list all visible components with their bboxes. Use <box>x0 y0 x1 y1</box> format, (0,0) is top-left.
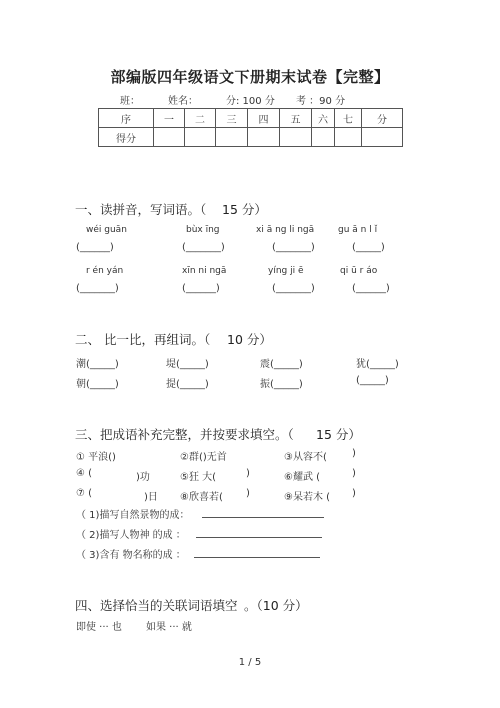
section3-points: 15 分） <box>316 427 361 442</box>
score-header-cell: 六 <box>312 109 335 128</box>
compare-item[interactable]: 朝(_____) <box>76 379 119 390</box>
score-table-row <box>99 128 403 147</box>
answer-blank[interactable]: (_______) <box>76 283 119 294</box>
compare-item[interactable]: 提(_____) <box>166 379 209 390</box>
idiom-item[interactable]: ⑥耀武 ( <box>284 472 321 483</box>
answer-blank[interactable]: (______) <box>352 283 390 294</box>
info-score: 分: 100 分 <box>226 96 275 107</box>
idiom-item-tail: )日 <box>144 492 158 503</box>
pinyin: r én yán <box>86 266 124 276</box>
section4-points: 。（10 分） <box>244 598 308 613</box>
score-header-cell: 二 <box>185 109 216 128</box>
idiom-item[interactable]: ⑤狂 大( <box>180 472 217 483</box>
score-header-cell: 三 <box>216 109 248 128</box>
score-cell[interactable] <box>216 128 248 147</box>
page-number: 1 / 5 <box>238 657 262 668</box>
score-cell[interactable] <box>362 128 403 147</box>
idiom-item-close: ) <box>352 488 356 499</box>
score-table <box>98 108 403 147</box>
idiom-item-close: ) <box>246 468 250 479</box>
score-header-cell: 序 <box>99 109 154 128</box>
page-title: 部编版四年级语文下册期末试卷【完整】 <box>110 68 390 86</box>
compare-item[interactable]: 犹(_____) <box>356 359 399 370</box>
answer-blank[interactable]: (______) <box>76 242 114 253</box>
score-cell[interactable] <box>154 128 185 147</box>
answer-blank[interactable]: (_______) <box>272 242 315 253</box>
pinyin: xi ā ng li ngā <box>256 225 315 235</box>
idiom-question-3: （ 3)含有 物名称的成 ： <box>76 550 186 561</box>
connective-option: 如果 ··· 就 <box>146 622 192 633</box>
score-cell[interactable] <box>248 128 280 147</box>
answer-blank[interactable]: (_____) <box>352 242 385 253</box>
pinyin: bùx īng <box>186 225 220 235</box>
section2-heading: 二、 比一比，再组词。（ <box>75 332 211 347</box>
section1-heading: 一、读拼音，写词语。（ <box>75 202 207 217</box>
score-cell[interactable] <box>185 128 216 147</box>
pinyin: yíng ji ē <box>268 266 304 276</box>
score-row-label: 得分 <box>99 128 154 147</box>
pinyin: xīn ni ngā <box>182 266 227 276</box>
info-name: 姓名： <box>168 96 198 107</box>
score-cell[interactable] <box>312 128 335 147</box>
answer-blank[interactable]: (_______) <box>182 242 225 253</box>
answer-blank[interactable]: (______) <box>182 283 220 294</box>
idiom-item-tail: )功 <box>136 472 150 483</box>
compare-item[interactable]: (_____) <box>356 375 389 386</box>
idiom-item[interactable]: ②群()无首 <box>180 452 227 463</box>
answer-line[interactable] <box>202 517 324 518</box>
answer-line[interactable] <box>196 537 322 538</box>
idiom-item[interactable]: ④ ( <box>76 468 93 479</box>
idiom-item[interactable]: ⑨呆若木 ( <box>284 492 331 503</box>
info-exam: 考 ：90 分 <box>296 96 346 107</box>
idiom-item[interactable]: ① 平浪() <box>76 452 116 463</box>
compare-item[interactable]: 震(_____) <box>260 359 303 370</box>
pinyin: gu ā n l ǐ <box>338 225 378 235</box>
idiom-item-close: ) <box>352 448 356 459</box>
section2-points: 10 分） <box>227 332 272 347</box>
score-header-cell: 四 <box>248 109 280 128</box>
score-header-cell: 一 <box>154 109 185 128</box>
pinyin: wéi guān <box>86 225 127 235</box>
idiom-item-close: ) <box>246 488 250 499</box>
connective-option: 即使 ··· 也 <box>76 622 122 633</box>
answer-line[interactable] <box>194 557 320 558</box>
score-table-header-row <box>99 109 403 128</box>
section1-points: 15 分） <box>222 202 267 217</box>
info-class: 班： <box>120 96 140 107</box>
idiom-question-1: （ 1)描写自然景物的成： <box>76 510 190 521</box>
idiom-question-2: （ 2)描写人物神 的成 ： <box>76 530 186 541</box>
idiom-item-close: ) <box>352 468 356 479</box>
idiom-item[interactable]: ⑦ ( <box>76 488 93 499</box>
score-header-cell: 七 <box>335 109 362 128</box>
compare-item[interactable]: 潮(_____) <box>76 359 119 370</box>
answer-blank[interactable]: (_______) <box>272 283 315 294</box>
compare-item[interactable]: 堤(_____) <box>166 359 209 370</box>
idiom-item[interactable]: ⑧欣喜若( <box>180 492 223 503</box>
section3-heading: 三、把成语补充完整，并按要求填空。（ <box>75 427 294 442</box>
pinyin: qi ū r áo <box>340 266 378 276</box>
section4-heading: 四、选择恰当的关联词语填空 <box>75 598 238 613</box>
score-header-cell: 分 <box>362 109 403 128</box>
compare-item[interactable]: 振(_____) <box>260 379 303 390</box>
score-cell[interactable] <box>335 128 362 147</box>
score-cell[interactable] <box>280 128 312 147</box>
score-header-cell: 五 <box>280 109 312 128</box>
idiom-item[interactable]: ③从容不( <box>284 452 327 463</box>
